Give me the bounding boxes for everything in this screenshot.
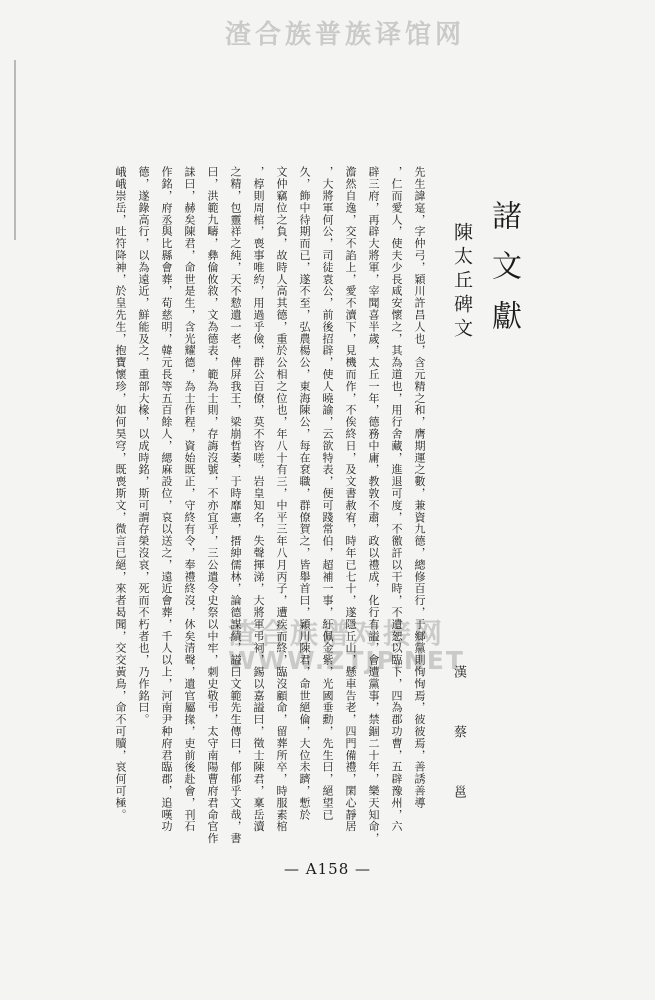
body-text-column: ，仁而愛人，使夫少長咸安懷之，其為道也，用行舍藏，進退可度，不徼訐以干時，不遺恕以臨下，四為郡功曹，五辟豫州，六 [390,166,403,833]
section-title: 諸文獻 [486,200,521,350]
body-text-column: 作銘，府丞與比縣會葬，荀慈明，韓元長等五百餘人，緦麻設位，哀以送之，遠近會葬，千人以上，河南尹种府君臨郡，追嘆功 [160,166,173,833]
body-text-column: 曰，洪範九疇，彝倫攸敘，文為德表，範為士則，存誨沒號，不亦宜乎，三公遣令史祭以中牢，刺史敬弔，太守南陽曹府君命官作 [206,166,219,845]
body-text-column: 辟三府，再辟大將軍，宰聞喜半歲，太丘一年，德務中庸，教敦不肅，政以禮成，化行有謚，會遭黨事，禁錮二十年，樂天知命， [367,166,380,845]
watermark-middle-text: 渣合族谱对接网 [228,617,446,650]
body-text-column: 德，遂錄高行，以為遠近，鮮能及之，重部大椽，以成時銘，斯可謂存榮沒哀，死而不朽者也，乃作銘曰。 [137,166,150,726]
watermark-top: 渣合族普族译馆网 [225,20,466,50]
body-text-column: 澹然自逸，交不諂上，愛不瀆下，見機而作，不俟終日，及文書赦宥，時年已七十，遂隱丘山，懸車告老，四門備禮，閑心靜居 [344,166,357,833]
body-text-column: 峨峨崇岳，吐符降神，於皇先生，抱寶懷珍，如何昊穹，既喪斯文，微言已絕，來者曷聞，交交黃鳥，命不可贖，哀何可極。 [114,166,127,821]
body-text-column: 久，飾中待期而已，遂不至，弘農楊公，東海陳公，每在袞職，群僚賀之，皆舉首曰，穎川陳君，命世絕倫，大位未躋，慙於 [298,166,311,821]
body-text-column: ，大將軍何公，司徒袁公，前後招辟，使人曉諭，云欲特表，便可踐常伯，超補一事，紆佩金紫，光國垂勳，先生曰，絕望已 [321,166,334,821]
binding-edge-mark [14,60,16,240]
article-title: 陳太丘碑文 [451,222,473,342]
author-byline: 漢 蔡 邕 [451,665,466,814]
body-text-column: 文仲竊位之負，故時人高其德，重於公相之位也，年八十有三，中平三年八月丙子，遭疾而終，臨沒顧命，留葬所卒，時服素棺 [275,166,288,833]
body-text-column: ，椁則周棺，喪事唯約，用過乎儉，群公百僚，莫不咨嗟，岩皇知名，失聲揮涕，大將軍弔祠，錫以嘉謚曰，徵士陳君，稟岳瀆 [252,166,265,833]
body-text-column: 先生諱寔，字仲弓，穎川許昌人也，含元精之和，膺期運之數，兼資九德，總修百行，于鄉黨則恂恂焉，彼彼焉，善誘善導 [413,166,426,809]
body-text-column: 之精，包靈祥之純，天不愸遺一老，俾屏我王，梁崩哲萎，于時靡憲，搢紳儒林，論德謀績，謚曰文範先生傳曰，郁郁乎文哉，書 [229,166,242,845]
body-text-column: 誄曰，赫矣陳君，命世是生，含光耀德，為士作程，資始既正，守終有令，奉禮終沒，休矣清聲，遺官屬掾，吏前後赴會，刊石 [183,166,196,833]
page-number: — A158 — [284,860,371,878]
watermark-middle-url: WWW.ZTJP.NET [228,646,465,675]
